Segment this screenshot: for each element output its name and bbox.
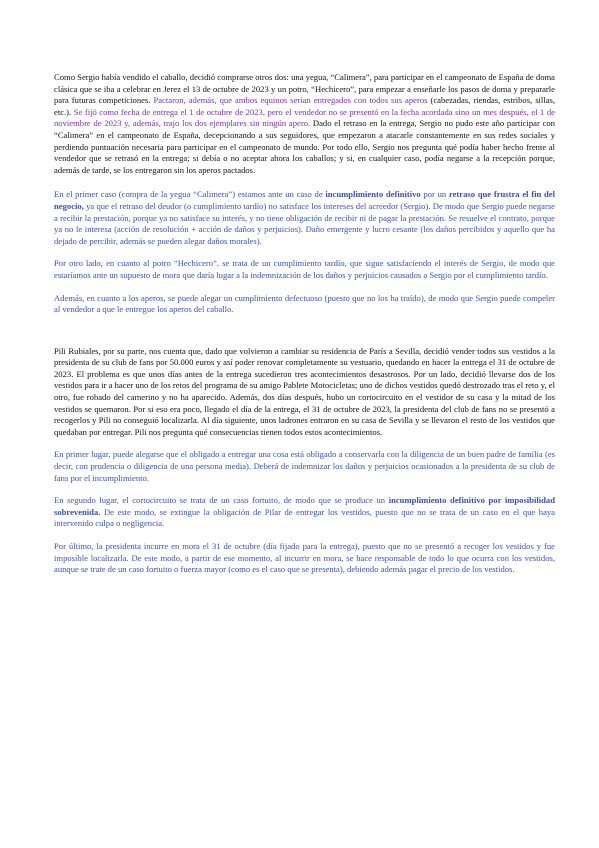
case-statement-pili: Pili Rubiales, por su parte, nos cuenta que, dado que volvieron a cambiar su residencia de París a Sevilla, decidió vender todos sus vestidos a la presidenta de su club de fans por 50.000 euros y así poder renovar completamente su vestuario, quedando en hacer la entrega el 31 de octubre de 2023. El problema es que unos días antes de la entrega sucedieron tres acontecimientos desastrosos. Por un lado, decidió llevarse dos de los vestidos para ir a hacer uno de los retos del programa de su amigo Pablete Motocicletas; uno de dichos vestidos quedó destrozado tras el reto y, el otro, fue robado del camerino y no ha aparecido. Además, dos días después, hubo un cortocircuito en el vestidor de su casa y la mitad de los vestidos se quemaron. Por si eso era poco, llegado el día de la entrega, el 31 de octubre de 2023, la presidenta del club de fans no se presentó a recogerlos y Pili no conseguió localizarla. Al día siguiente, unos ladrones entraron en su casa de Sevilla y se llevaron el resto de los vestidos que quedaban por entregar. Pili nos pregunta qué consecuencias tienen todos estos acontecimientos. <box>54 345 555 437</box>
statement-highlight: Se fijó como fecha de entrega el 1 de octubre de 2023, pero el vendedor no se presentó en la fecha acordada sino un mes después, el 1 de noviembre de 2023 y, además, trajo los dos ejemplares sin ningún apero. <box>54 106 555 129</box>
answer-bold-term: incumplimiento definitivo por imposibilidad sobrevenida. <box>54 495 555 517</box>
statement-text: Dado el retraso en la entrega, Sergio no pudo este año participar con “Calimera” en el campeonato de España, decepcionando a sus seguidores, que empezaron a atacarle constantemente en sus redes sociales y perdiendo puntuación necesaria para participar en el campeonato de mundo. Por todo ello, Sergio nos pregunta qué podía haber hecho frente al vendedor que se retrasó en la entrega; si debía o no aceptar ahora los caballos; y si, en cualquier caso, podía negarse a la recepción porque, además de tarde, se los entregaron sin los aperos pactados. <box>54 118 555 175</box>
statement-highlight: Pactaron, además, que ambos equinos serían entregados con todos sus aperos <box>150 95 428 106</box>
answer-conservation: En primer lugar, puede alegarse que el obligado a entregar una cosa está obligado a conservarla con la diligencia de un buen padre de familia (es decir, con prudencia o diligencia de una persona media). Deberá de indemnizar los daños y perjuicios ocasionados a la presidenta de su club de fans por el incumplimiento. <box>54 449 555 483</box>
answer-text: por un <box>420 189 449 200</box>
answer-text: ya que el retraso del deudor (o cumplimiento tardío) no satisface los intereses del acreedor (Sergio). De modo que Sergio puede negarse a recibir la prestación, porque ya no satisface su interés, y no tiene obligación de recibir ni de pagar la prestación. Se resuelve el contrato, porque ya no le interesa (acción de resolución + acción de daños y perjuicios). Daño emergente y lucro cesante (los daños percibidos y aquello que ha dejado de percibir, además se pueden alegar daños morales). <box>54 200 555 246</box>
statement-text: (cabezadas, riendas, estribos, sillas, etc.). <box>54 95 556 117</box>
answer-fortuitous-case <box>54 495 555 530</box>
answer-calimera <box>54 189 555 247</box>
answer-hechicero: Por otro lado, en cuanto al potro “Hechicero”, se trata de un cumplimiento tardío, que sigue satisfaciendo el interés de Sergio, de modo que estaríamos ante un supuesto de mora que daría lugar a la indemnización de los daños y perjuicios causados a Sergio por el cumplimiento tardío. <box>54 258 555 280</box>
answer-bold-term: retraso que frustra el fin del negocio, <box>54 189 555 211</box>
answer-text: En segundo lugar, el cortocircuito se trata de un caso fortuito, de modo que se produce un <box>54 495 389 506</box>
answer-text: De este modo, se extingue la obligación de Pilar de entregar los vestidos, puesto que no se trata de un caso en el que haya intervenido culpa o negligencia. <box>54 506 555 529</box>
answer-aperos: Además, en cuanto a los aperos, se puede alegar un cumplimiento defectuoso (puesto que no los ha traído), de modo que Sergio puede compeler al vendedor a que le entregue los aperos del caballo. <box>54 292 555 315</box>
answer-default-presidenta: Por último, la presidenta incurre en mora el 31 de octubre (día fijado para la entrega), puesto que no se presentó a recoger los vestidos y fue imposible localizarla. De este modo, a partir de ese momento, al incurrir en mora, se hace responsable de todo lo que ocurra con los vestidos, aunque se trate de un caso fortuito o fuerza mayor (como es el caso que se presenta), debiendo además pagar el precio de los vestidos. <box>54 541 555 575</box>
case-statement-sergio <box>54 72 555 176</box>
answer-text: En el primer caso (compra de la yegua “Calimera”) estamos ante un caso de <box>54 189 326 200</box>
statement-text: Como Sergio había vendido el caballo, decidió comprarse otros dos: una yegua, “Calimera”, para participar en el campeonato de España de doma clásica que se iba a celebrar en Jerez el 13 de octubre de 2023 y un potro, “Hechicero”, para empezar a enseñarle los pasos de doma y prepararle para futuras competiciones. <box>54 72 555 106</box>
answer-bold-term: incumplimiento definitivo <box>325 189 421 200</box>
